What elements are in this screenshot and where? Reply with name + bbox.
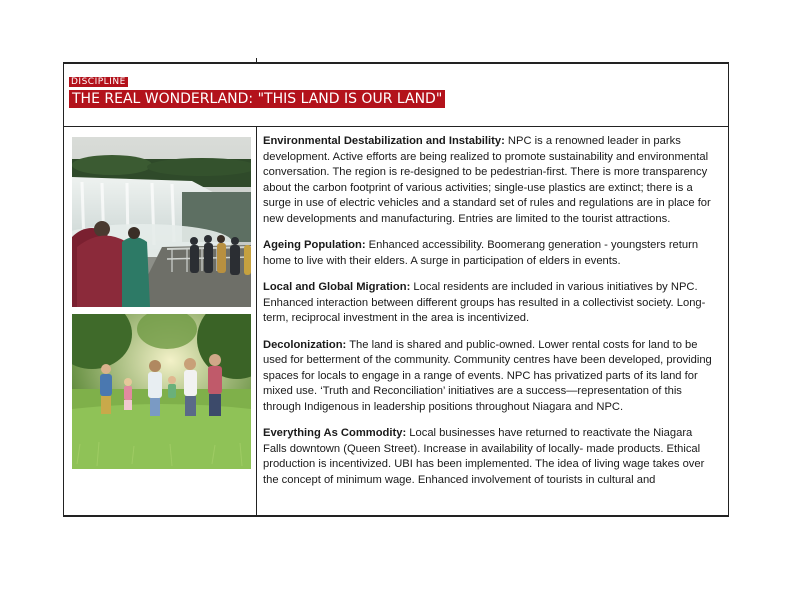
discipline-tag: DISCIPLINE xyxy=(71,77,126,87)
section-heading: Everything As Commodity: xyxy=(263,427,407,439)
header-divider xyxy=(63,126,729,127)
section-commodity xyxy=(263,426,718,488)
right-border xyxy=(728,62,729,517)
section-body: Enhanced accessibility. Boomerang generation - youngsters return home to live with their elders. A surge in participation of elders in events. xyxy=(263,239,699,267)
section-body: NPC is a renowned leader in parks development. Active efforts are being realized to promote sustainability and environmental conversation. The region is re-designed to be pedestrian-first. There is more transparency about the carbon footprint of various activities; single-use plastics are extinct; there is a surge in use of electric vehicles and a standard set of rules and regulations are in place for new developments and manufacturing. Entries are limited to the tourist attractions. xyxy=(263,135,711,225)
section-header xyxy=(69,71,445,108)
family-in-meadow-photo xyxy=(72,314,251,469)
column-divider xyxy=(256,126,257,516)
section-heading: Local and Global Migration: xyxy=(263,281,411,293)
waterfall-visitors-photo xyxy=(72,137,251,307)
scenario-text xyxy=(263,134,718,499)
section-decolonization xyxy=(263,338,718,416)
section-heading: Environmental Destabilization and Instability: xyxy=(263,135,505,147)
section-body: The land is shared and public-owned. Lower rental costs for land to be used for betterment of the community. Community centres have been developed, providing spaces for locals to engage in a range of events. NPC has privatized parts of its land for mixed use. ‘Truth and Reconciliation’ initiatives are a success—representation of this through Indigenous in leadership positions throughout Niagara and NPC. xyxy=(263,338,712,413)
bottom-border xyxy=(63,515,729,517)
section-migration xyxy=(263,280,718,327)
section-body: Local businesses have returned to reactivate the Niagara Falls downtown (Queen Street). Increase in availability of locally- made products. Ethical production is incentivized. UBI has been implemented. The idea of living wage takes over the concept of minimum wage. Enhanced involvement of tourists in cultural and xyxy=(263,427,705,486)
page-title: THE REAL WONDERLAND: "THIS LAND IS OUR LAND" xyxy=(69,90,445,108)
top-border xyxy=(63,62,729,64)
section-heading: Decolonization: xyxy=(263,338,347,351)
section-body: Local residents are included in various initiatives by NPC. Enhanced interaction between different groups has resulted in a collectivist society. Long-term, reciprocal investment in the area is incentivized. xyxy=(263,281,706,324)
document-table xyxy=(63,62,729,517)
section-heading: Ageing Population: xyxy=(263,239,366,251)
column-divider-top-stub xyxy=(256,58,257,63)
left-border xyxy=(63,62,64,517)
section-environment xyxy=(263,134,718,227)
section-ageing-population xyxy=(263,238,718,269)
